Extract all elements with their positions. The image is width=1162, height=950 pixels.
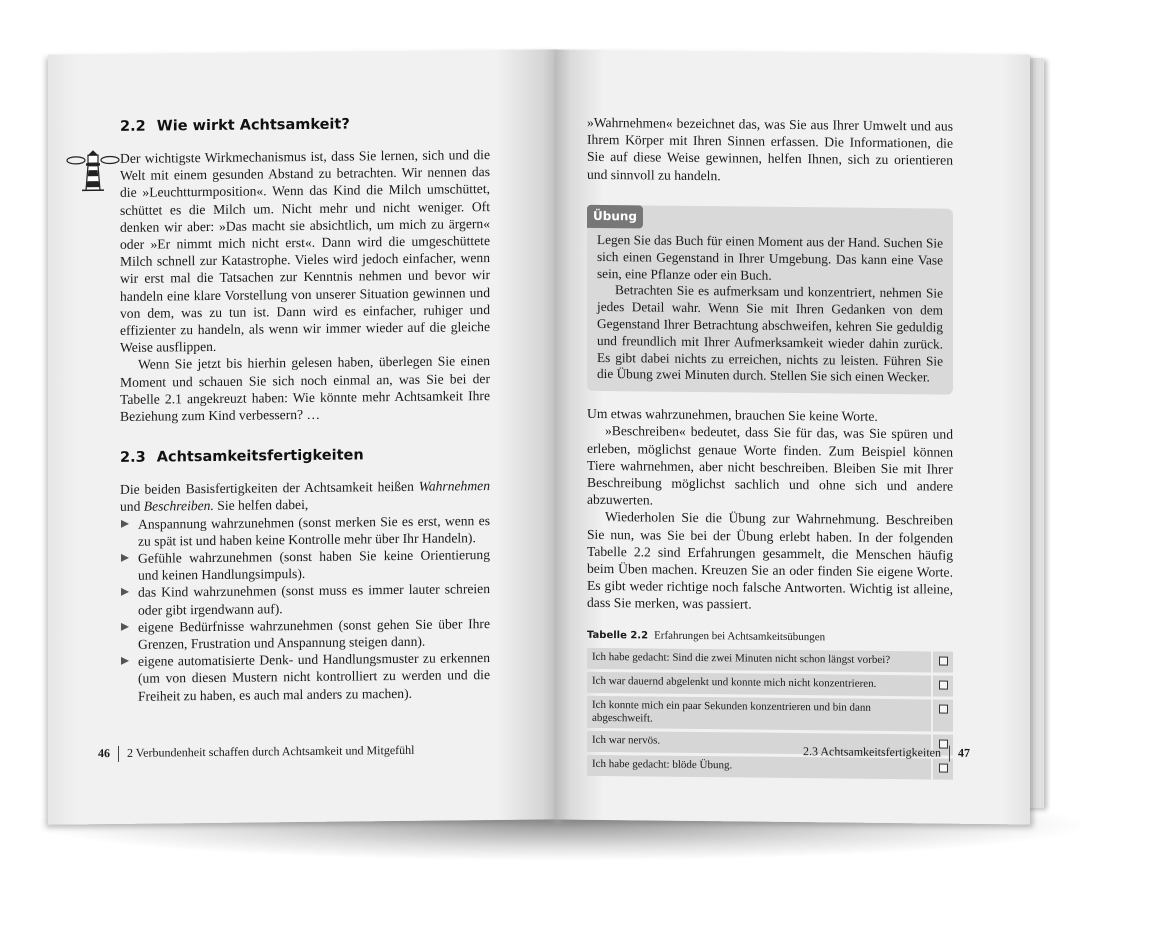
table-cell: Ich habe gedacht: blöde Übung. — [587, 754, 931, 779]
table-title: Erfahrungen bei Achtsamkeitsübungen — [654, 629, 826, 643]
section-heading-2-2 — [120, 114, 490, 136]
list-item: Anspannung wahrzunehmen (sonst merken Sie es erst, wenn es zu spät ist und haben keine Kontrolle mehr über Ihr Handeln). — [120, 512, 490, 550]
paragraph: Wenn Sie jetzt bis hierhin gelesen haben, überlegen Sie einen Moment und schauen Sie sich noch einmal an, was Sie bei der Tabelle 2.1 angekreuzt haben: Wie könnte mehr Achtsamkeit Ihre Beziehung zum Kind verbessern? … — [120, 353, 490, 424]
page-footer-right — [803, 744, 970, 762]
running-chapter-title: 2 Verbundenheit schaffen durch Achtsamkeit und Mitgefühl — [127, 742, 415, 760]
checkbox[interactable] — [939, 704, 948, 713]
table-row — [587, 695, 953, 731]
exercise-box — [587, 205, 953, 395]
left-page-content — [120, 114, 490, 705]
section-number: 2.2 — [120, 118, 146, 135]
table-cell: Ich war nervös. — [587, 730, 931, 755]
running-section-title: 2.3 Achtsamkeitsfertigkeiten — [803, 744, 941, 760]
section-number: 2.3 — [120, 449, 146, 467]
table-label: Tabelle 2.2 — [587, 629, 649, 642]
list-item: das Kind wahrzunehmen (sonst muss es immer lauter schreien oder gibt irgendwann auf). — [120, 581, 490, 619]
paragraph: Wiederholen Sie die Übung zur Wahrnehmung. Beschreiben Sie nun, was Sie bei der Übung erlebt haben. In der folgenden Tabelle 2.2 sind Erfahrungen gesammelt, die Menschen häufig beim Üben machen. Kreuzen Sie an oder finden Sie eigene Worte. Es gibt weder richtige noch falsche Antworten. Wichtig ist alleine, dass Sie merken, was passiert. — [587, 509, 953, 612]
paragraph: Um etwas wahrzunehmen, brauchen Sie keine Worte. — [587, 406, 878, 425]
bullet-triangle-icon — [121, 519, 129, 527]
list-item: Gefühle wahrzunehmen (sonst haben Sie keine Orientierung und keinen Handlungsimpuls). — [120, 546, 490, 584]
exercise-paragraph: Betrachten Sie es aufmerksam und konzentriert, nehmen Sie jedes Detail wahr. Wenn Sie mit Ihren Gedanken von dem Gegenstand Ihrer Betrachtung abschweifen, kehren Sie geduldig und freundlich mit Ihrer Aufmerksamkeit wieder dahin zurück. Es gibt dabei nichts zu erreichen, nichts zu leisten. Führen Sie die Übung zwei Minuten durch. Stellen Sie sich einen Wecker. — [597, 282, 943, 385]
section-title: Achtsamkeitsfertigkeiten — [156, 447, 364, 466]
bullet-triangle-icon — [121, 657, 129, 665]
bullet-triangle-icon — [121, 623, 129, 631]
lighthouse-icon — [66, 146, 120, 195]
paragraph: Die beiden Basisfertigkeiten der Achtsamkeit heißen Wahrnehmen und Beschreiben. Sie helfen dabei, — [120, 478, 490, 515]
checkbox[interactable] — [939, 763, 948, 772]
table-row — [587, 647, 953, 672]
list-item: eigene automatisierte Denk- und Handlungsmuster zu erkennen (um von diesen Mustern nicht kontrolliert zu werden und die Freiheit zu haben, es auch mal anders zu machen). — [120, 649, 490, 704]
term-beschreiben: Beschreiben. — [143, 498, 214, 515]
bullet-list — [120, 512, 490, 705]
exercise-tag: Übung — [587, 205, 643, 229]
table-cell: Ich konnte mich ein paar Sekunden konzentrieren und bin dann abgeschweift. — [587, 695, 931, 731]
exercise-paragraph: Legen Sie das Buch für einen Moment aus der Hand. Suchen Sie sich einen Gegenstand in Ihrer Umgebung. Das kann eine Vase sein, eine Pflanze oder ein Buch. — [597, 231, 943, 283]
checkbox[interactable] — [939, 680, 948, 689]
paragraph: Der wichtigste Wirkmechanismus ist, dass Sie lernen, sich und die Welt mit einem gesunden Abstand zu betrachten. Wir nennen das die »Leuchtturmposition«. Wenn das Kind die Milch umschüttet, schüttet es die Milch um. Nicht mehr und nicht weniger. Oft denken wir aber: »Das macht sie absichtlich, um mich zu ärgern« oder »Er nimmt mich nicht erst«. Dann wird die umgeschüttete Milch schnell zur Katastrophe. Vieles wird jedoch einfacher, wenn wir erst mal die Tatsachen zur Kenntnis nehmen und bevor wir handeln eine klare Vorstellung von unserer Situation gewinnen und von dem, was zu tun ist. Dann wird es einfacher, ruhiger und effizienter zu handeln, als wenn wir immer wieder auf die gleiche Weise ausflippen. — [120, 147, 490, 356]
table-caption — [587, 627, 953, 646]
table-cell: Ich war dauernd abgelenkt und konnte mich nicht konzentrieren. — [587, 671, 931, 696]
term-wahrnehmen: Wahrnehmen — [418, 478, 490, 495]
footer-divider — [949, 746, 950, 762]
page-footer-left — [98, 743, 415, 763]
page-number: 47 — [958, 745, 970, 760]
paragraph: »Beschreiben« bedeutet, dass Sie für das, was Sie spüren und erleben, möglichst genaue Worte finden. Zum Beispiel können Tiere wahrnehmen, aber nicht beschreiben. Bleiben Sie mit Ihrer Beschreibung möglichst sachlich und ohne sich und andere abzuwerten. — [587, 423, 953, 508]
left-page — [48, 49, 558, 824]
section-heading-2-3 — [120, 445, 490, 467]
paragraph: »Wahrnehmen« bezeichnet das, was Sie aus Ihrer Umwelt und aus Ihrem Körper mit Ihren Sinnen erfassen. Die Informationen, die Sie auf diese Weise gewinnen, helfen Ihnen, sich zu orientieren und sinnvoll zu handeln. — [587, 114, 953, 183]
page-number: 46 — [98, 746, 110, 761]
bullet-triangle-icon — [121, 554, 129, 562]
list-item: eigene Bedürfnisse wahrzunehmen (sonst gehen Sie über Ihre Grenzen, Frustration und Anspannung steigen dann). — [120, 615, 490, 653]
experience-table — [587, 644, 953, 782]
section-title: Wie wirkt Achtsamkeit? — [156, 116, 350, 135]
footer-divider — [118, 746, 119, 762]
right-page — [556, 50, 1030, 825]
table-cell: Ich habe gedacht: Sind die zwei Minuten nicht schon längst vorbei? — [587, 647, 931, 672]
checkbox[interactable] — [939, 656, 948, 665]
right-page-content — [587, 114, 953, 782]
bullet-triangle-icon — [121, 588, 129, 596]
table-row — [587, 671, 953, 696]
